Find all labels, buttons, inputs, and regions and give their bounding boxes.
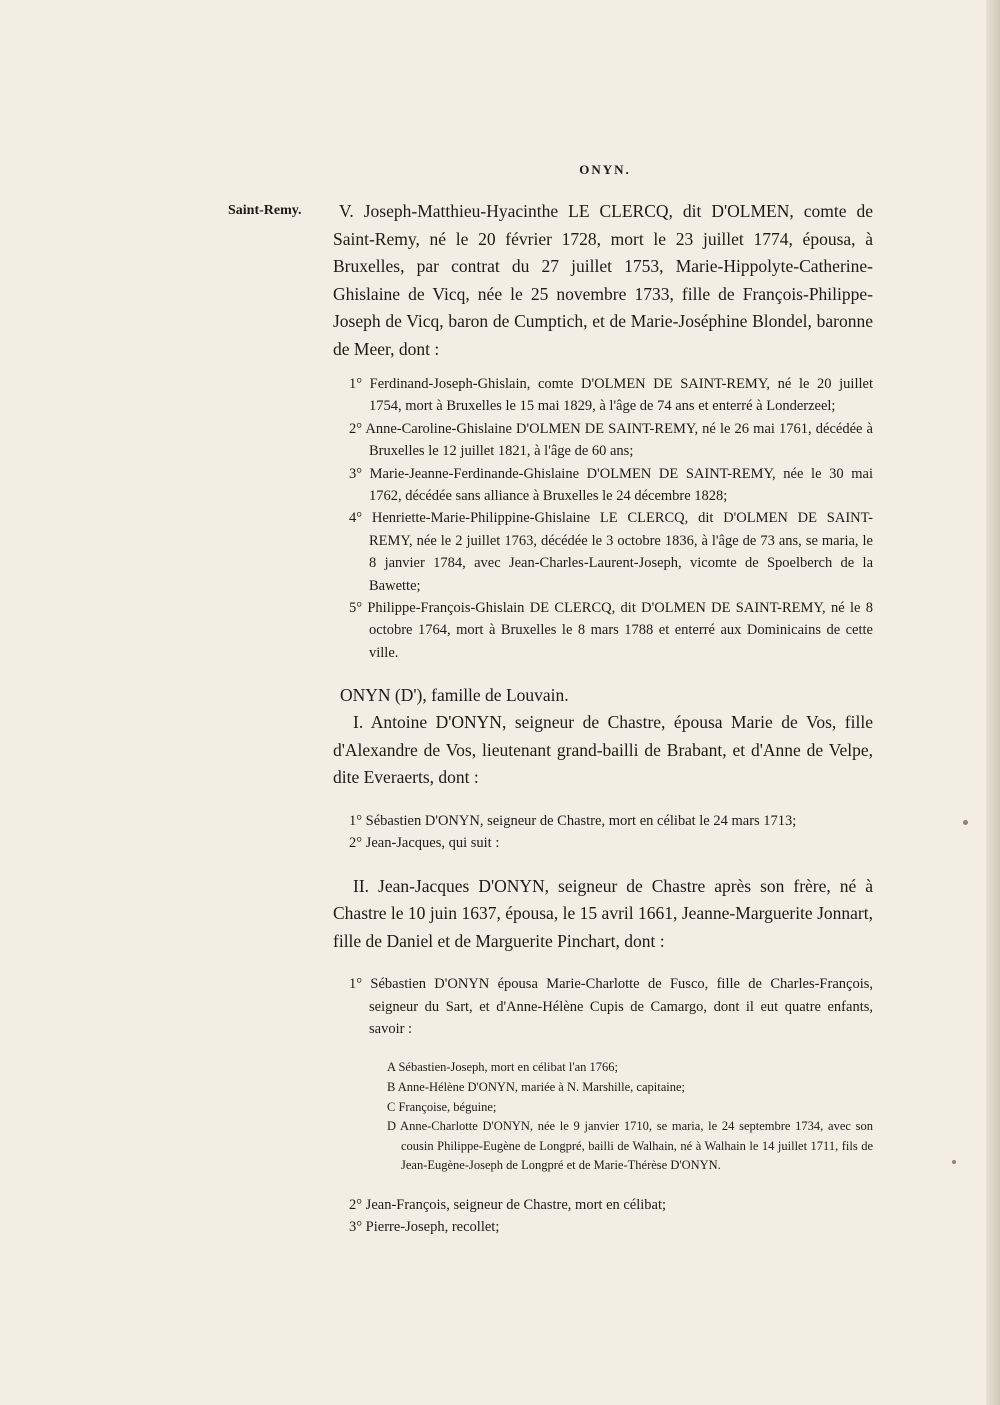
sub-list-item: C Françoise, béguine;	[387, 1099, 497, 1114]
list-item: 2° Jean-Jacques, qui suit :	[349, 835, 500, 852]
sub-list-item: A Sébastien-Joseph, mort en célibat l'an 1766;	[387, 1060, 619, 1075]
section-v-children	[333, 373, 873, 664]
grandchildren-list	[333, 1058, 873, 1176]
page-edge	[986, 0, 1000, 1405]
section-i-children	[333, 810, 873, 855]
section-ii-children	[333, 973, 873, 1040]
sub-list-item: D Anne-Charlotte D'ONYN, née le 9 janvier 1710, se maria, le 24 septembre 1734, avec son cousin Philippe-Eugène de Longpré, bailli de Walhain, né à Walhain le 14 juillet 1711, fils de Jean-Eugène-Joseph de Longpré et de Marie-Thérèse D'ONYN.	[387, 1119, 873, 1173]
paper-speck	[952, 1160, 956, 1164]
list-item: 2° Anne-Caroline-Ghislaine D'OLMEN DE SAINT-REMY, né le 26 mai 1761, décédée à Bruxelles le 12 juillet 1821, à l'âge de 60 ans;	[349, 420, 873, 460]
section-i-paragraph: I. Antoine D'ONYN, seigneur de Chastre, épousa Marie de Vos, fille d'Alexandre de Vos, lieutenant grand-bailli de Brabant, et d'Anne de Velpe, dite Everaerts, dont :	[333, 712, 873, 788]
sub-list-item: B Anne-Hélène D'ONYN, mariée à N. Marshille, capitaine;	[387, 1079, 685, 1094]
running-head: ONYN.	[579, 162, 631, 177]
paper-speck	[963, 820, 968, 825]
section-ii-paragraph: II. Jean-Jacques D'ONYN, seigneur de Chastre après son frère, né à Chastre le 10 juin 1637, épousa, le 15 avril 1661, Jeanne-Marguerite Jonnart, fille de Daniel et de Marguerite Pinchart, dont :	[333, 875, 873, 951]
margin-note: Saint-Remy.	[228, 203, 302, 218]
list-item: 1° Sébastien D'ONYN épousa Marie-Charlotte de Fusco, fille de Charles-François, seigneur du Sart, et d'Anne-Hélène Cupis de Camargo, dont il eut quatre enfants, savoir :	[349, 976, 873, 1037]
section-v-paragraph: V. Joseph-Matthieu-Hyacinthe LE CLERCQ, dit D'OLMEN, comte de Saint-Remy, né le 20 février 1728, mort le 23 juillet 1774, épousa, à Bruxelles, par contrat du 27 juillet 1753, Marie-Hippolyte-Catherine-Ghislaine de Vicq, née le 25 novembre 1733, fille de François-Philippe-Joseph de Vicq, baron de Cumptich, et de Marie-Joséphine Blondel, baronne de Meer, dont :	[333, 201, 873, 359]
list-item: 3° Marie-Jeanne-Ferdinande-Ghislaine D'OLMEN DE SAINT-REMY, née le 30 mai 1762, décédée sans alliance à Bruxelles le 24 décembre 1828;	[349, 465, 873, 505]
list-item: 4° Henriette-Marie-Philippine-Ghislaine LE CLERCQ, dit D'OLMEN DE SAINT-REMY, née le 2 juillet 1763, décédée le 3 octobre 1836, à l'âge de 73 ans, se maria, le 8 janvier 1784, avec Jean-Charles-Laurent-Joseph, vicomte de Spoelberch de la Bawette;	[349, 510, 873, 594]
list-item: 2° Jean-François, seigneur de Chastre, mort en célibat;	[349, 1196, 667, 1213]
list-item: 5° Philippe-François-Ghislain DE CLERCQ, dit D'OLMEN DE SAINT-REMY, né le 8 octobre 1764, mort à Bruxelles le 8 mars 1788 et enterré aux Dominicains de cette ville.	[349, 600, 873, 661]
list-item: 3° Pierre-Joseph, recollet;	[349, 1219, 500, 1236]
family-heading: ONYN (D'), famille de Louvain.	[340, 685, 569, 706]
list-item: 1° Ferdinand-Joseph-Ghislain, comte D'OLMEN DE SAINT-REMY, né le 20 juillet 1754, mort à Bruxelles le 15 mai 1829, à l'âge de 74 ans et enterré à Londerzeel;	[349, 376, 873, 415]
page-body	[333, 198, 873, 1239]
list-item: 1° Sébastien D'ONYN, seigneur de Chastre, mort en célibat le 24 mars 1713;	[349, 812, 797, 829]
section-ii-children-rest	[333, 1194, 873, 1239]
